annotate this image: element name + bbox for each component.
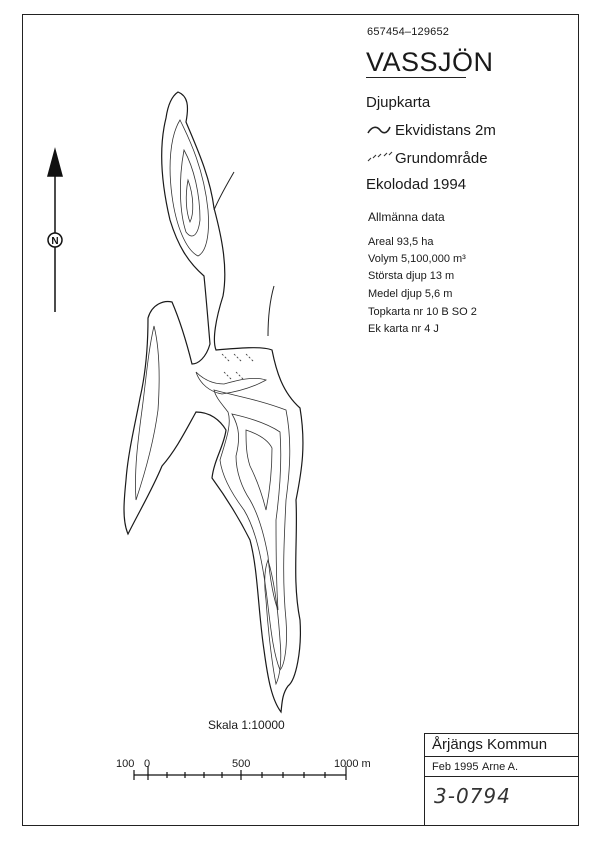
- stat-volym: Volym 5,100,000 m³: [368, 253, 466, 265]
- municipality-name: Årjängs Kommun: [432, 736, 548, 753]
- map-title: VASSJÖN: [366, 47, 494, 77]
- map-date: Feb 1995: [432, 761, 479, 773]
- contour-north-basin-3: [186, 180, 193, 222]
- contour-shallow-area: [222, 354, 254, 380]
- scale-label: Skala 1:10000: [208, 718, 285, 732]
- handwritten-id: 3-0794: [434, 784, 511, 808]
- contour-neck: [196, 372, 266, 394]
- map-reference-code: 657454–129652: [367, 26, 450, 38]
- contour-north-basin-2: [180, 150, 200, 236]
- legend-ekvidistans-label: Ekvidistans 2m: [395, 122, 496, 139]
- map-author: Arne A.: [482, 761, 519, 773]
- legend-ekolodad: Ekolodad 1994: [366, 176, 467, 193]
- legend-shallow-symbol: [368, 152, 392, 161]
- stat-areal: Areal 93,5 ha: [368, 236, 434, 248]
- scale-bar-label-0: 0: [144, 758, 151, 770]
- legend-djupkarta: Djupkarta: [366, 94, 431, 111]
- stat-storsta-djup: Största djup 13 m: [368, 270, 455, 282]
- north-arrow: [48, 150, 62, 312]
- inlet-stream-north: [214, 172, 234, 210]
- scale-bar-label-1000: 1000 m: [334, 758, 371, 770]
- stat-ek-karta: Ek karta nr 4 J: [368, 323, 439, 335]
- legend-contour-symbol: [368, 127, 390, 133]
- lake-vassjon: [124, 92, 303, 712]
- title-block-divider: [424, 756, 579, 757]
- stat-medel-djup: Medel djup 5,6 m: [368, 288, 453, 300]
- lake-shoreline: [124, 92, 303, 712]
- stat-topkarta: Topkarta nr 10 B SO 2: [368, 306, 477, 318]
- general-data-heading: Allmänna data: [368, 210, 445, 224]
- contour-central-3: [246, 430, 272, 510]
- scale-bar-label-500: 500: [232, 758, 251, 770]
- inlet-stream-east: [268, 286, 274, 336]
- depth-contours: [135, 120, 289, 684]
- scale-bar-label-100: 100: [116, 758, 135, 770]
- legend-grundomrade-label: Grundområde: [395, 150, 488, 167]
- title-block-divider: [424, 776, 579, 777]
- north-label: N: [51, 236, 59, 247]
